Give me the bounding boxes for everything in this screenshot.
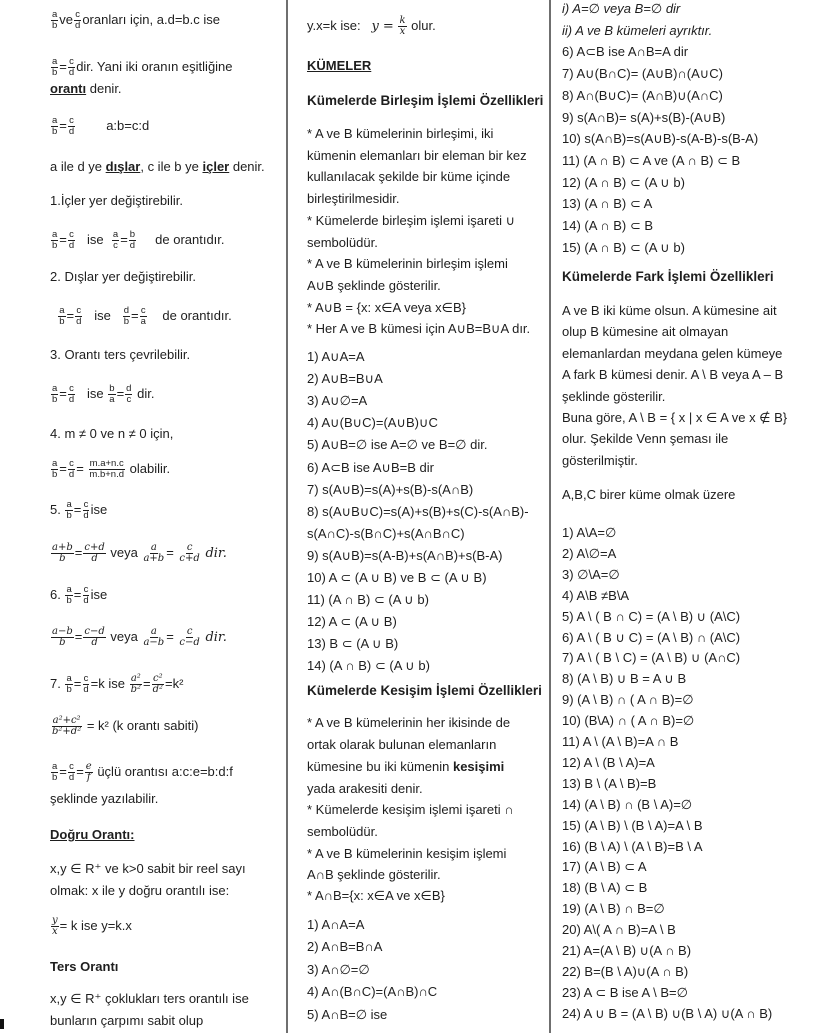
fraction: $\frac{a}{b}$ xyxy=(52,9,58,31)
direct-proportion-1: x,y ∈ R⁺ ve k>0 sabit bir reel sayı xyxy=(50,861,246,876)
direct-proportion-3: $\frac{y}{x}$ = k ise y=k.x xyxy=(52,915,132,937)
triple-proportion-2: şeklinde yazılabilir. xyxy=(50,791,159,806)
intersection-p9: * A∩B={x: x∈A ve x∈B} xyxy=(307,888,445,903)
list-item: 10) A ⊂ (A ∪ B) ve B ⊂ (A ∪ B) xyxy=(307,570,487,585)
list-item: birleştirilmesidir. xyxy=(307,191,400,207)
direct-proportion-2: olmak: x ile y doğru orantılı ise: xyxy=(50,883,230,898)
rule-1-formula: $\frac{a}{b}$ = $\frac{c}{d}$ ise $\frac{a}{c}$ = $\frac{b}{d}$ de orantıdır. xyxy=(52,229,225,251)
union-title: Kümelerde Birleşim İşlemi Özellikleri xyxy=(307,93,544,108)
inverse-proportion-1: x,y ∈ R⁺ çoklukları ters orantılı ise xyxy=(50,991,249,1006)
list-item: 14) (A ∩ B) ⊂ B xyxy=(562,218,654,233)
list-item: 10) s(A∩B)=s(A∪B)-s(A-B)-s(B-A) xyxy=(562,131,759,147)
list-item: 6) A \ ( B ∪ C) = (A \ B) ∩ (A\C) xyxy=(562,629,741,645)
column-proportion xyxy=(42,0,288,1033)
list-item: 5) A∩B=∅ ise xyxy=(307,1006,388,1022)
list-item: 7) A \ ( B \ C) = (A \ B) ∪ (A∩C) xyxy=(562,650,741,666)
list-item: 19) (A \ B) ∩ B=∅ xyxy=(562,901,665,917)
column-difference xyxy=(560,0,828,1033)
list-item: 11) (A ∩ B) ⊂ (A ∪ b) xyxy=(307,592,429,608)
intersection-p6: sembolüdür. xyxy=(307,824,378,839)
list-item: 8) (A \ B) ∪ B = A ∪ B xyxy=(562,671,687,687)
list-item: 12) (A ∩ B) ⊂ (A ∪ b) xyxy=(562,174,685,190)
column-union-intersection xyxy=(293,0,551,1033)
list-item: olup B kümesine ait olmayan xyxy=(562,324,729,340)
line-oranti: orantı denir. xyxy=(50,81,122,96)
list-item: 21) A=(A \ B) ∪(A ∩ B) xyxy=(562,943,692,958)
list-item: 15) (A \ B) \ (B \ A)=A \ B xyxy=(562,817,703,833)
line-oranlari: $\frac{a}{b}$ ve $\frac{c}{d}$ oranları için, a.d=b.c ise xyxy=(52,9,220,31)
rule-4: 4. m ≠ 0 ve n ≠ 0 için, xyxy=(50,426,174,441)
intersection-p1: * A ve B kümelerinin her ikisinde de xyxy=(307,715,511,730)
list-item: 5) A \ ( B ∩ C) = (A \ B) ∪ (A\C) xyxy=(562,608,741,624)
list-item: 18) (B \ A) ⊂ B xyxy=(562,880,648,896)
fraction: $\frac{c}{d}$ xyxy=(75,9,81,31)
direct-proportion-title: Doğru Orantı: xyxy=(50,827,135,842)
list-item: * Kümelerde birleşim işlemi işareti ∪ xyxy=(307,212,516,228)
list-item: 12) A ⊂ (A ∪ B) xyxy=(307,614,397,630)
rule-6: 6. $\frac{a}{b}$ = $\frac{c}{d}$ ise xyxy=(50,584,108,606)
rule-2: 2. Dışlar yer değiştirebilir. xyxy=(50,269,196,284)
line-abcd: $\frac{a}{b}$ = $\frac{c}{d}$ a:b=c:d xyxy=(52,115,150,137)
list-item: 11) A \ (A \ B)=A ∩ B xyxy=(562,734,679,749)
list-item: i) A=∅ veya B=∅ dir xyxy=(562,1,681,16)
list-item: sembolüdür. xyxy=(307,234,378,250)
inverse-proportion-title: Ters Orantı xyxy=(50,959,119,974)
list-item: kullanılacak şekilde bir küme içinde xyxy=(307,169,511,185)
rule-4-formula: $\frac{a}{b}$ = $\frac{c}{d}$ = $\frac{m.a+n.c}{m.b+n.d}$ olabilir. xyxy=(52,458,171,480)
intersection-title: Kümelerde Kesişim İşlemi Özellikleri xyxy=(307,683,542,698)
list-item: 6) A⊂B ise A∩B=A dir xyxy=(562,44,689,60)
list-item: ii) A ve B kümeleri ayrıktır. xyxy=(562,22,713,38)
intersection-p3: kümesine bu iki kümenin kesişimi xyxy=(307,759,505,774)
list-item: 8) A∩(B∪C)= (A∩B)∪(A∩C) xyxy=(562,87,723,103)
list-item: 23) A ⊂ B ise A \ B=∅ xyxy=(562,984,688,1000)
inverse-proportion-2: bunların çarpımı sabit olup xyxy=(50,1013,204,1028)
list-item: 14) (A ∩ B) ⊂ (A ∪ b) xyxy=(307,658,430,674)
list-item: 4) A\B ≠B\A xyxy=(562,587,630,603)
abc-note: A,B,C birer küme olmak üzere xyxy=(562,487,736,502)
list-item: 14) (A \ B) ∩ (B \ A)=∅ xyxy=(562,796,693,812)
list-item: 11) (A ∩ B) ⊂ A ve (A ∩ B) ⊂ B xyxy=(562,152,741,168)
rule-3: 3. Orantı ters çevrilebilir. xyxy=(50,347,191,362)
list-item: 9) s(A∩B)= s(A)+s(B)-(A∪B) xyxy=(562,109,726,125)
triple-proportion: $\frac{a}{b}$ = $\frac{c}{d}$ = $\frac{e}{f}$ üçlü orantısı a:c:e=b:d:f xyxy=(52,761,233,783)
list-item: * A ve B kümelerinin birleşimi, iki xyxy=(307,126,494,141)
list-item: 7) s(A∪B)=s(A)+s(B)-s(A∩B) xyxy=(307,481,474,497)
line-esitlik: $\frac{a}{b}$ = $\frac{c}{d}$ dir. Yani iki oranın eşitliğine xyxy=(52,56,233,78)
list-item: s(A∩C)-s(B∩C)+s(A∩B∩C) xyxy=(307,525,465,541)
list-item: * A ve B kümelerinin birleşim işlemi xyxy=(307,256,508,272)
rule-5: 5. $\frac{a}{b}$ = $\frac{c}{d}$ ise xyxy=(50,499,108,521)
list-item: 3) A∪∅=A xyxy=(307,393,368,409)
rule-5-formula: $\frac{a+b}{b}$ = $\frac{c+d}{d}$ veya $\frac{a}{a+b}$ = $\frac{c}{c+d}$ dir. xyxy=(52,542,227,564)
intersection-p2: ortak olarak bulunan elemanların xyxy=(307,737,497,752)
list-item: 13) (A ∩ B) ⊂ A xyxy=(562,196,653,212)
list-item: 9) s(A∪B)=s(A-B)+s(A∩B)+s(B-A) xyxy=(307,547,503,563)
list-item: * Her A ve B kümesi için A∪B=B∪A dır. xyxy=(307,321,531,337)
intersection-p7: * A ve B kümelerinin kesişim işlemi xyxy=(307,846,507,861)
list-item: 12) A \ (B \ A)=A xyxy=(562,754,655,770)
list-item: olur. Şekilde Venn şeması ile xyxy=(562,431,729,447)
list-item: 6) A⊂B ise A∪B=B dir xyxy=(307,459,434,475)
list-item: 2) A\∅=A xyxy=(562,545,617,561)
list-item: 17) (A \ B) ⊂ A xyxy=(562,859,647,875)
list-item: 20) A\( A ∩ B)=A \ B xyxy=(562,922,676,938)
list-item: gösterilmiştir. xyxy=(562,452,638,468)
list-item: 1) A∪A=A xyxy=(307,349,365,364)
list-item: * A∪B = {x: x∈A veya x∈B} xyxy=(307,299,466,315)
list-item: 15) (A ∩ B) ⊂ (A ∪ b) xyxy=(562,239,685,255)
intersection-p8: A∩B şeklinde gösterilir. xyxy=(307,867,441,882)
list-item: 2) A∪B=B∪A xyxy=(307,371,383,387)
list-item: 1) A\A=∅ xyxy=(562,525,617,540)
list-item: 1) A∩A=A xyxy=(307,917,365,932)
list-item: 13) B ⊂ (A ∪ B) xyxy=(307,636,399,652)
inverse-formula: y.x=k ise: y = $\frac{k}{x}$ olur. xyxy=(307,15,436,37)
list-item: kümenin elemanları bir eleman bir kez xyxy=(307,147,527,163)
list-item: 7) A∪(B∩C)= (A∪B)∩(A∪C) xyxy=(562,66,723,82)
rule-1: 1.İçler yer değiştirebilir. xyxy=(50,193,183,208)
section-kumeler: KÜMELER xyxy=(307,58,372,73)
list-item: 5) A∪B=∅ ise A=∅ ve B=∅ dir. xyxy=(307,437,488,453)
list-item: şeklinde gösterilir. xyxy=(562,388,666,404)
rule-2-formula: $\frac{a}{b}$ = $\frac{c}{d}$ ise $\frac{d}{b}$ = $\frac{c}{a}$ de orantıdır. xyxy=(59,305,232,327)
list-item: A fark B kümesi denir. A \ B veya A – B xyxy=(562,367,784,383)
list-item: 24) A ∪ B = (A \ B) ∪(B \ A) ∪(A ∩ B) xyxy=(562,1005,773,1021)
list-item: 13) B \ (A \ B)=B xyxy=(562,775,657,791)
rule-6-formula: $\frac{a-b}{b}$ = $\frac{c-d}{d}$ veya $\frac{a}{a-b}$ = $\frac{c}{c-d}$ dir. xyxy=(52,626,227,648)
intersection-p4: yada arakesiti denir. xyxy=(307,781,423,796)
intersection-p5: * Kümelerde kesişim işlemi işareti ∩ xyxy=(307,802,514,817)
rule-3-formula: $\frac{a}{b}$ = $\frac{c}{d}$ ise $\frac{b}{a}$ = $\frac{d}{c}$ dir. xyxy=(52,383,155,405)
list-item: 22) B=(B \ A)∪(A ∩ B) xyxy=(562,963,689,979)
difference-title: Kümelerde Fark İşlemi Özellikleri xyxy=(562,269,774,284)
list-item: 4) A∩(B∩C)=(A∩B)∩C xyxy=(307,984,438,1000)
list-item: 16) (B \ A) \ (A \ B)=B \ A xyxy=(562,838,703,854)
list-item: 10) (B\A) ∩ ( A ∩ B)=∅ xyxy=(562,713,695,729)
list-item: 2) A∩B=B∩A xyxy=(307,939,383,955)
list-item: Buna göre, A \ B = { x | x ∈ A ve x ∉ B} xyxy=(562,410,788,425)
rule-7: 7. $\frac{a}{b}$ = $\frac{c}{d}$ =k ise $\frac{\text{a²}}{\text{b²}}$ = $\frac{\text{c²}}{\text{d²}}$ =k² xyxy=(50,673,184,695)
corner-mark xyxy=(0,1019,4,1029)
list-item: 8) s(A∪B∪C)=s(A)+s(B)+s(C)-s(A∩B)- xyxy=(307,503,529,519)
list-item: elemanlardan meydana gelen kümeye xyxy=(562,345,783,361)
list-item: A ve B iki küme olsun. A kümesine ait xyxy=(562,303,777,318)
list-item: A∪B şeklinde gösterilir. xyxy=(307,277,441,293)
list-item: 9) (A \ B) ∩ ( A ∩ B)=∅ xyxy=(562,692,694,708)
list-item: 3) ∅\A=∅ xyxy=(562,566,620,582)
list-item: 3) A∩∅=∅ xyxy=(307,961,370,977)
line-dislar-icler: a ile d ye dışlar, c ile b ye içler denir. xyxy=(50,159,265,174)
k-constant: $\frac{\text{a²+c²}}{\text{b²+d²}}$ = k² (k orantı sabiti) xyxy=(52,715,199,737)
list-item: 4) A∪(B∪C)=(A∪B)∪C xyxy=(307,415,438,431)
